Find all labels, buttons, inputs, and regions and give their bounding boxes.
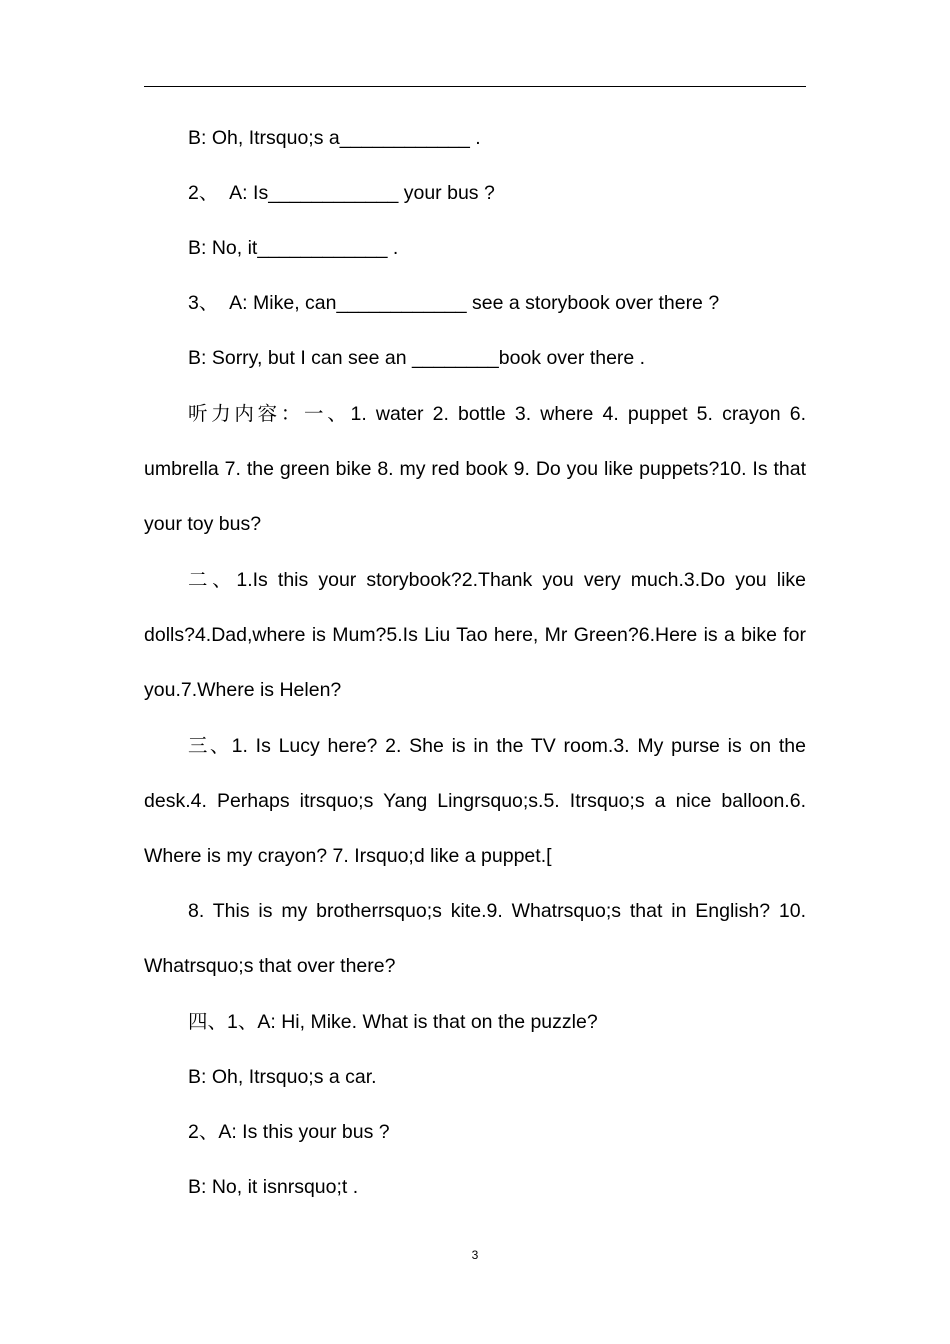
answer-line: B: Oh, Itrsquo;s a car. — [188, 1066, 377, 1088]
section-label: 二、 — [188, 568, 237, 591]
section-label: 三、 — [188, 734, 232, 757]
listening-section-3 — [144, 718, 806, 884]
page-number: 3 — [471, 1248, 479, 1262]
answer-line: 2、A: Is this your bus ? — [188, 1121, 390, 1143]
text-line: 2、 A: Is____________ your bus ? — [188, 182, 495, 204]
text-line: B: Sorry, but I can see an ________book over there . — [188, 347, 646, 369]
text-line: 3、 A: Mike, can____________ see a storybook over there ? — [188, 292, 720, 314]
listening-section-2 — [144, 552, 806, 718]
answer-line: B: No, it isnrsquo;t . — [188, 1176, 359, 1198]
document-body — [144, 111, 806, 1215]
answer-text: 1、A: Hi, Mike. What is that on the puzzle? — [227, 1011, 598, 1033]
listening-section-1 — [144, 386, 806, 552]
text-line: B: Oh, Itrsquo;s a____________ . — [188, 127, 481, 149]
text-line: B: No, it____________ . — [188, 237, 399, 259]
section-text: 1. water 2. bottle 3. where 4. puppet 5. crayon 6. umbrella 7. the green bike 8. my red book 9. Do you like puppets?10. Is that your toy bus? — [144, 403, 806, 535]
section-label: 听力内容：一、 — [188, 402, 351, 425]
section-text: 1.Is this your storybook?2.Thank you very much.3.Do you like dolls?4.Dad,where is Mum?5.Is Liu Tao here, Mr Green?6.Here is a bike for you.7.Where is Helen? — [144, 569, 806, 701]
answer-line — [144, 994, 806, 1050]
section-text: 1. Is Lucy here? 2. She is in the TV room.3. My purse is on the desk.4. Perhaps itrsquo;s Yang Lingrsquo;s.5. Itrsquo;s a nice balloon.6. Where is my crayon? 7. Irsquo;d like a puppet.[ — [144, 735, 806, 867]
section-label: 四、 — [188, 1010, 228, 1033]
listening-section-3-continued: 8. This is my brotherrsquo;s kite.9. Whatrsquo;s that in English? 10. Whatrsquo;s that over there? — [144, 900, 806, 977]
header-rule — [144, 86, 806, 87]
